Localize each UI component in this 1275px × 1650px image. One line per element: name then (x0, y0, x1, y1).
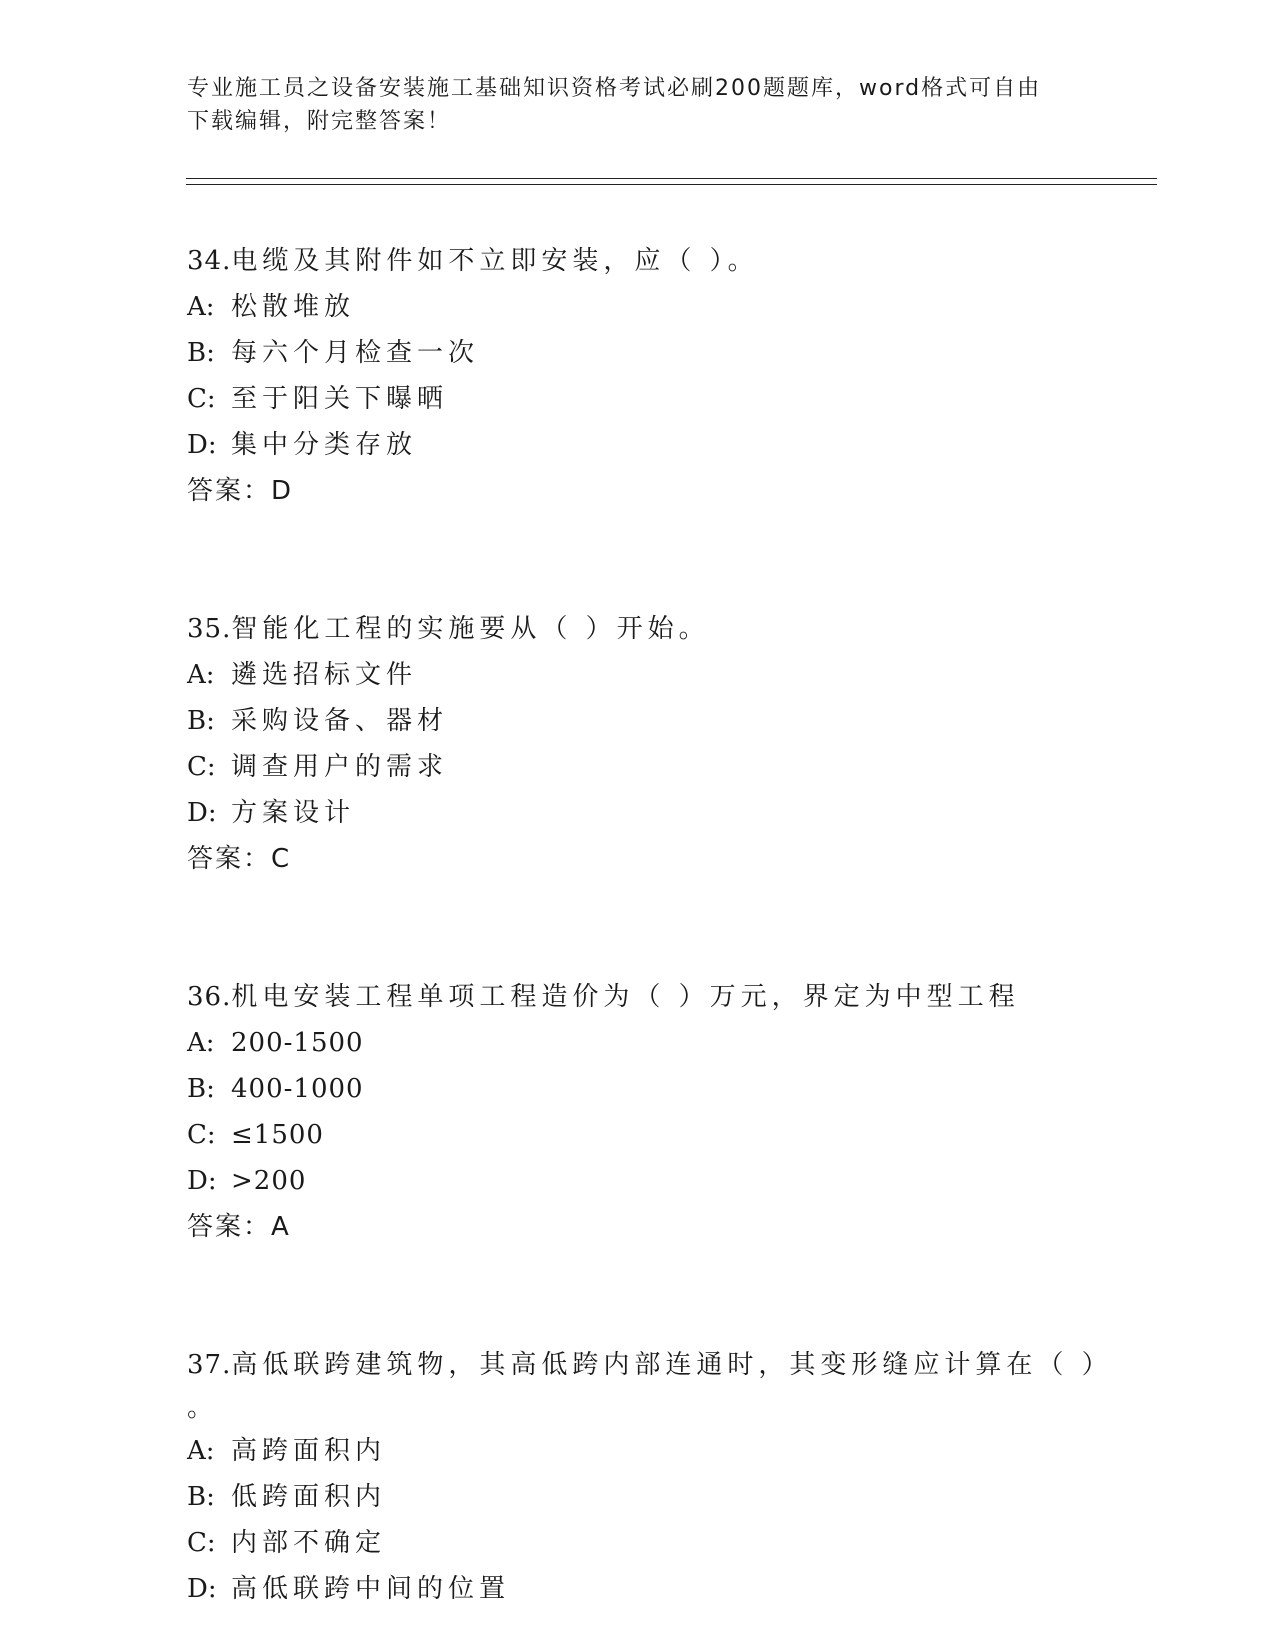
option-a (187, 1020, 1087, 1066)
option-text: 400-1000 (231, 1074, 364, 1104)
question-spacer (187, 514, 1087, 606)
question-text: 电缆及其附件如不立即安装，应（ ）。 (231, 246, 759, 276)
question-stem (187, 606, 1087, 652)
question-text: 高低联跨建筑物，其高低跨内部连通时，其变形缝应计算在（ ） (231, 1350, 1113, 1380)
header-divider-top (186, 178, 1157, 179)
question-number: 37. (187, 1350, 232, 1380)
question-number: 36. (187, 982, 232, 1012)
option-d (187, 1566, 1087, 1612)
option-text: 至于阳关下曝晒 (231, 384, 449, 414)
option-key: C: (187, 1120, 216, 1150)
question-spacer (187, 1250, 1087, 1342)
option-a (187, 1428, 1087, 1474)
option-c (187, 1520, 1087, 1566)
header-line-2: 下载编辑，附完整答案！ (187, 109, 452, 134)
option-text: 200-1500 (231, 1028, 364, 1058)
option-text: 方案设计 (231, 798, 356, 828)
option-d (187, 790, 1087, 836)
option-c (187, 1112, 1087, 1158)
option-key: B: (187, 706, 215, 736)
option-c (187, 744, 1087, 790)
option-key: A: (187, 1028, 215, 1058)
question-text: 智能化工程的实施要从（ ）开始。 (231, 614, 710, 644)
option-key: D: (187, 1166, 217, 1196)
option-text: 低跨面积内 (231, 1482, 387, 1512)
option-c (187, 376, 1087, 422)
option-key: D: (187, 1574, 217, 1604)
question-list (187, 238, 1113, 1612)
option-a (187, 652, 1087, 698)
option-key: B: (187, 1482, 215, 1512)
answer-line: 答案：C (187, 844, 292, 874)
question-text: 机电安装工程单项工程造价为（ ）万元，界定为中型工程 (231, 982, 1020, 1012)
option-key: C: (187, 1528, 216, 1558)
option-b (187, 698, 1087, 744)
option-text: 高跨面积内 (231, 1436, 387, 1466)
question-37 (187, 1342, 1113, 1612)
option-text: 遴选招标文件 (231, 660, 418, 690)
option-text: >200 (231, 1166, 307, 1196)
option-key: A: (187, 660, 215, 690)
option-text: 调查用户的需求 (231, 752, 449, 782)
question-35 (187, 606, 1087, 882)
option-key: C: (187, 752, 216, 782)
question-stem (187, 238, 1087, 284)
option-key: B: (187, 1074, 215, 1104)
option-b (187, 1474, 1087, 1520)
question-stem (187, 974, 1087, 1020)
answer-line: 答案：A (187, 1212, 291, 1242)
header-line-1: 专业施工员之设备安装施工基础知识资格考试必刷200题题库，word格式可自由 (187, 76, 1042, 101)
option-key: D: (187, 430, 217, 460)
question-number: 34. (187, 246, 232, 276)
question-number: 35. (187, 614, 232, 644)
option-a (187, 284, 1087, 330)
option-b (187, 1066, 1087, 1112)
question-spacer (187, 882, 1087, 974)
option-text: 松散堆放 (231, 292, 356, 322)
option-text: 集中分类存放 (231, 430, 418, 460)
question-stem-continuation: 。 (187, 1393, 214, 1423)
option-key: B: (187, 338, 215, 368)
option-text: 内部不确定 (231, 1528, 387, 1558)
question-34 (187, 238, 1087, 514)
option-d (187, 422, 1087, 468)
option-key: D: (187, 798, 217, 828)
option-b (187, 330, 1087, 376)
document-header (187, 72, 1087, 138)
option-key: C: (187, 384, 216, 414)
option-text: 高低联跨中间的位置 (231, 1574, 511, 1604)
option-key: A: (187, 1436, 215, 1466)
option-text: ≤1500 (231, 1120, 324, 1150)
answer-line: 答案：D (187, 476, 294, 506)
question-stem (187, 1342, 1113, 1388)
option-text: 每六个月检查一次 (231, 338, 480, 368)
question-36 (187, 974, 1087, 1250)
header-divider-bottom (186, 184, 1157, 185)
option-d (187, 1158, 1087, 1204)
option-text: 采购设备、器材 (231, 706, 449, 736)
option-key: A: (187, 292, 215, 322)
